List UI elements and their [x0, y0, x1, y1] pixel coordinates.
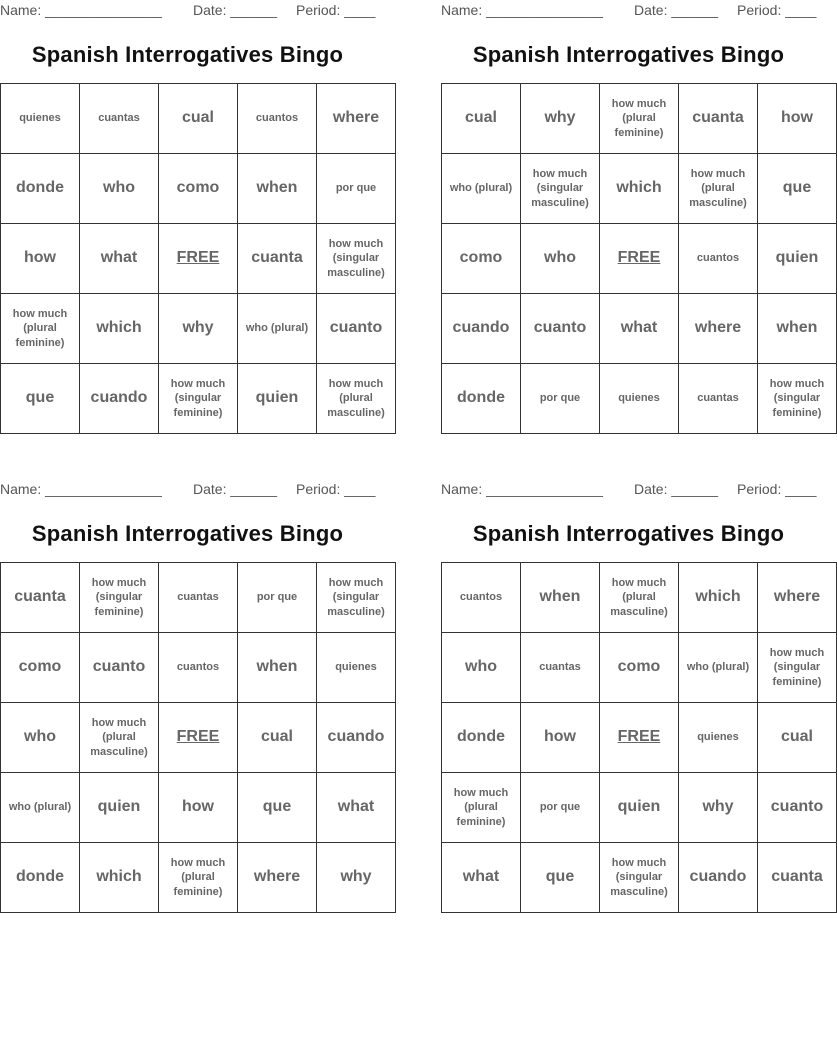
bingo-row	[1, 843, 396, 913]
bingo-cell: quienes	[679, 703, 758, 773]
bingo-cell: cual	[159, 84, 238, 154]
bingo-cell: como	[442, 224, 521, 294]
bingo-cell: how much (singular masculine)	[600, 843, 679, 913]
bingo-cell: por que	[238, 563, 317, 633]
bingo-cell: how much (plural feminine)	[159, 843, 238, 913]
bingo-cell: when	[238, 154, 317, 224]
bingo-cell: quien	[600, 773, 679, 843]
student-info-line	[0, 0, 375, 22]
bingo-cell: how much (singular feminine)	[758, 364, 837, 434]
bingo-cell: por que	[317, 154, 396, 224]
bingo-row	[442, 633, 837, 703]
name-field-label: Name: _______________	[0, 481, 162, 497]
bingo-cell: cuantas	[521, 633, 600, 703]
bingo-cell: who (plural)	[679, 633, 758, 703]
student-info-line	[441, 0, 816, 22]
bingo-row	[442, 563, 837, 633]
bingo-cell: how much (plural masculine)	[80, 703, 159, 773]
bingo-grid	[0, 562, 396, 913]
bingo-cell: who (plural)	[442, 154, 521, 224]
bingo-cell: what	[80, 224, 159, 294]
card-title: Spanish Interrogatives Bingo	[472, 521, 785, 546]
bingo-cell: how much (singular feminine)	[80, 563, 159, 633]
bingo-cell: which	[80, 843, 159, 913]
bingo-cell: cuanto	[80, 633, 159, 703]
bingo-cell: how much (singular feminine)	[159, 364, 238, 434]
bingo-cell: quien	[238, 364, 317, 434]
bingo-cell: que	[521, 843, 600, 913]
bingo-cell: what	[317, 773, 396, 843]
bingo-cell: where	[317, 84, 396, 154]
bingo-cell: como	[600, 633, 679, 703]
bingo-cell: who	[442, 633, 521, 703]
bingo-cell: cuando	[679, 843, 758, 913]
bingo-cell: what	[442, 843, 521, 913]
bingo-cell: who	[80, 154, 159, 224]
bingo-cell: how much (plural feminine)	[442, 773, 521, 843]
bingo-cell: how much (plural masculine)	[679, 154, 758, 224]
period-field-label: Period: ____	[737, 481, 817, 497]
bingo-row	[1, 364, 396, 434]
bingo-cell: cuanta	[758, 843, 837, 913]
bingo-cell: cuanto	[521, 294, 600, 364]
bingo-cell: which	[600, 154, 679, 224]
period-field-label: Period: ____	[296, 481, 376, 497]
bingo-cell: when	[758, 294, 837, 364]
bingo-cell: where	[758, 563, 837, 633]
bingo-grid	[441, 83, 837, 434]
bingo-cell: cuantos	[159, 633, 238, 703]
bingo-cell: cuantos	[238, 84, 317, 154]
bingo-cell: cuantas	[80, 84, 159, 154]
bingo-row	[442, 703, 837, 773]
bingo-row	[1, 773, 396, 843]
date-field-label: Date: ______	[634, 481, 719, 497]
bingo-cell: who (plural)	[238, 294, 317, 364]
bingo-cell: donde	[1, 154, 80, 224]
free-space-cell: FREE	[600, 703, 679, 773]
bingo-cell: how much (singular masculine)	[317, 224, 396, 294]
bingo-cell: why	[159, 294, 238, 364]
bingo-cell: como	[159, 154, 238, 224]
bingo-cell: quienes	[1, 84, 80, 154]
bingo-cell: how	[159, 773, 238, 843]
bingo-row	[1, 84, 396, 154]
bingo-cell: cuanta	[679, 84, 758, 154]
bingo-card	[441, 479, 825, 898]
bingo-cell: how much (singular feminine)	[758, 633, 837, 703]
bingo-cell: cual	[758, 703, 837, 773]
bingo-cell: where	[238, 843, 317, 913]
bingo-cell: how much (plural feminine)	[1, 294, 80, 364]
bingo-card	[0, 0, 385, 419]
card-title: Spanish Interrogatives Bingo	[31, 42, 344, 67]
bingo-cell: why	[521, 84, 600, 154]
bingo-cell: cuanto	[758, 773, 837, 843]
bingo-cell: donde	[1, 843, 80, 913]
bingo-row	[1, 154, 396, 224]
bingo-cell: how much (plural masculine)	[600, 563, 679, 633]
bingo-row	[1, 703, 396, 773]
bingo-cell: cuando	[317, 703, 396, 773]
bingo-row	[442, 224, 837, 294]
bingo-cell: how much (plural feminine)	[600, 84, 679, 154]
bingo-row	[1, 294, 396, 364]
bingo-cell: how much (singular masculine)	[521, 154, 600, 224]
student-info-line	[441, 479, 816, 501]
bingo-cell: quienes	[317, 633, 396, 703]
bingo-cell: which	[80, 294, 159, 364]
bingo-cell: how much (singular masculine)	[317, 563, 396, 633]
bingo-row	[442, 154, 837, 224]
bingo-cell: cuantas	[679, 364, 758, 434]
bingo-cell: why	[679, 773, 758, 843]
bingo-cell: when	[521, 563, 600, 633]
bingo-cell: que	[238, 773, 317, 843]
bingo-cell: donde	[442, 364, 521, 434]
name-field-label: Name: _______________	[441, 481, 603, 497]
bingo-cell: cual	[238, 703, 317, 773]
bingo-cell: how	[521, 703, 600, 773]
bingo-cell: when	[238, 633, 317, 703]
bingo-cell: cuantos	[679, 224, 758, 294]
bingo-cell: quien	[80, 773, 159, 843]
date-field-label: Date: ______	[634, 2, 719, 18]
free-space-cell: FREE	[159, 703, 238, 773]
bingo-row	[1, 633, 396, 703]
bingo-cell: who	[521, 224, 600, 294]
bingo-cell: por que	[521, 773, 600, 843]
bingo-cell: cuanta	[238, 224, 317, 294]
bingo-cell: how	[1, 224, 80, 294]
bingo-cell: how much (plural masculine)	[317, 364, 396, 434]
bingo-cell: cuantas	[159, 563, 238, 633]
bingo-cell: cuando	[442, 294, 521, 364]
bingo-row	[1, 224, 396, 294]
bingo-cell: por que	[521, 364, 600, 434]
bingo-cell: how	[758, 84, 837, 154]
bingo-cell: cuanto	[317, 294, 396, 364]
bingo-cell: que	[1, 364, 80, 434]
bingo-row	[442, 364, 837, 434]
bingo-row	[442, 843, 837, 913]
name-field-label: Name: _______________	[441, 2, 603, 18]
date-field-label: Date: ______	[193, 481, 278, 497]
bingo-row	[442, 294, 837, 364]
bingo-cell: que	[758, 154, 837, 224]
card-title: Spanish Interrogatives Bingo	[472, 42, 785, 67]
bingo-cell: who (plural)	[1, 773, 80, 843]
bingo-grid	[441, 562, 837, 913]
bingo-row	[442, 773, 837, 843]
period-field-label: Period: ____	[737, 2, 817, 18]
bingo-row	[442, 84, 837, 154]
bingo-cell: cuando	[80, 364, 159, 434]
bingo-cell: cual	[442, 84, 521, 154]
bingo-cell: who	[1, 703, 80, 773]
bingo-cell: donde	[442, 703, 521, 773]
name-field-label: Name: _______________	[0, 2, 162, 18]
bingo-card	[441, 0, 825, 419]
bingo-cell: quienes	[600, 364, 679, 434]
bingo-cell: why	[317, 843, 396, 913]
free-space-cell: FREE	[159, 224, 238, 294]
bingo-cell: what	[600, 294, 679, 364]
bingo-grid	[0, 83, 396, 434]
date-field-label: Date: ______	[193, 2, 278, 18]
free-space-cell: FREE	[600, 224, 679, 294]
bingo-cell: which	[679, 563, 758, 633]
bingo-cell: cuanta	[1, 563, 80, 633]
bingo-cell: cuantos	[442, 563, 521, 633]
bingo-cell: quien	[758, 224, 837, 294]
period-field-label: Period: ____	[296, 2, 376, 18]
student-info-line	[0, 479, 375, 501]
card-title: Spanish Interrogatives Bingo	[31, 521, 344, 546]
bingo-row	[1, 563, 396, 633]
bingo-cell: como	[1, 633, 80, 703]
bingo-cell: where	[679, 294, 758, 364]
bingo-card	[0, 479, 385, 898]
